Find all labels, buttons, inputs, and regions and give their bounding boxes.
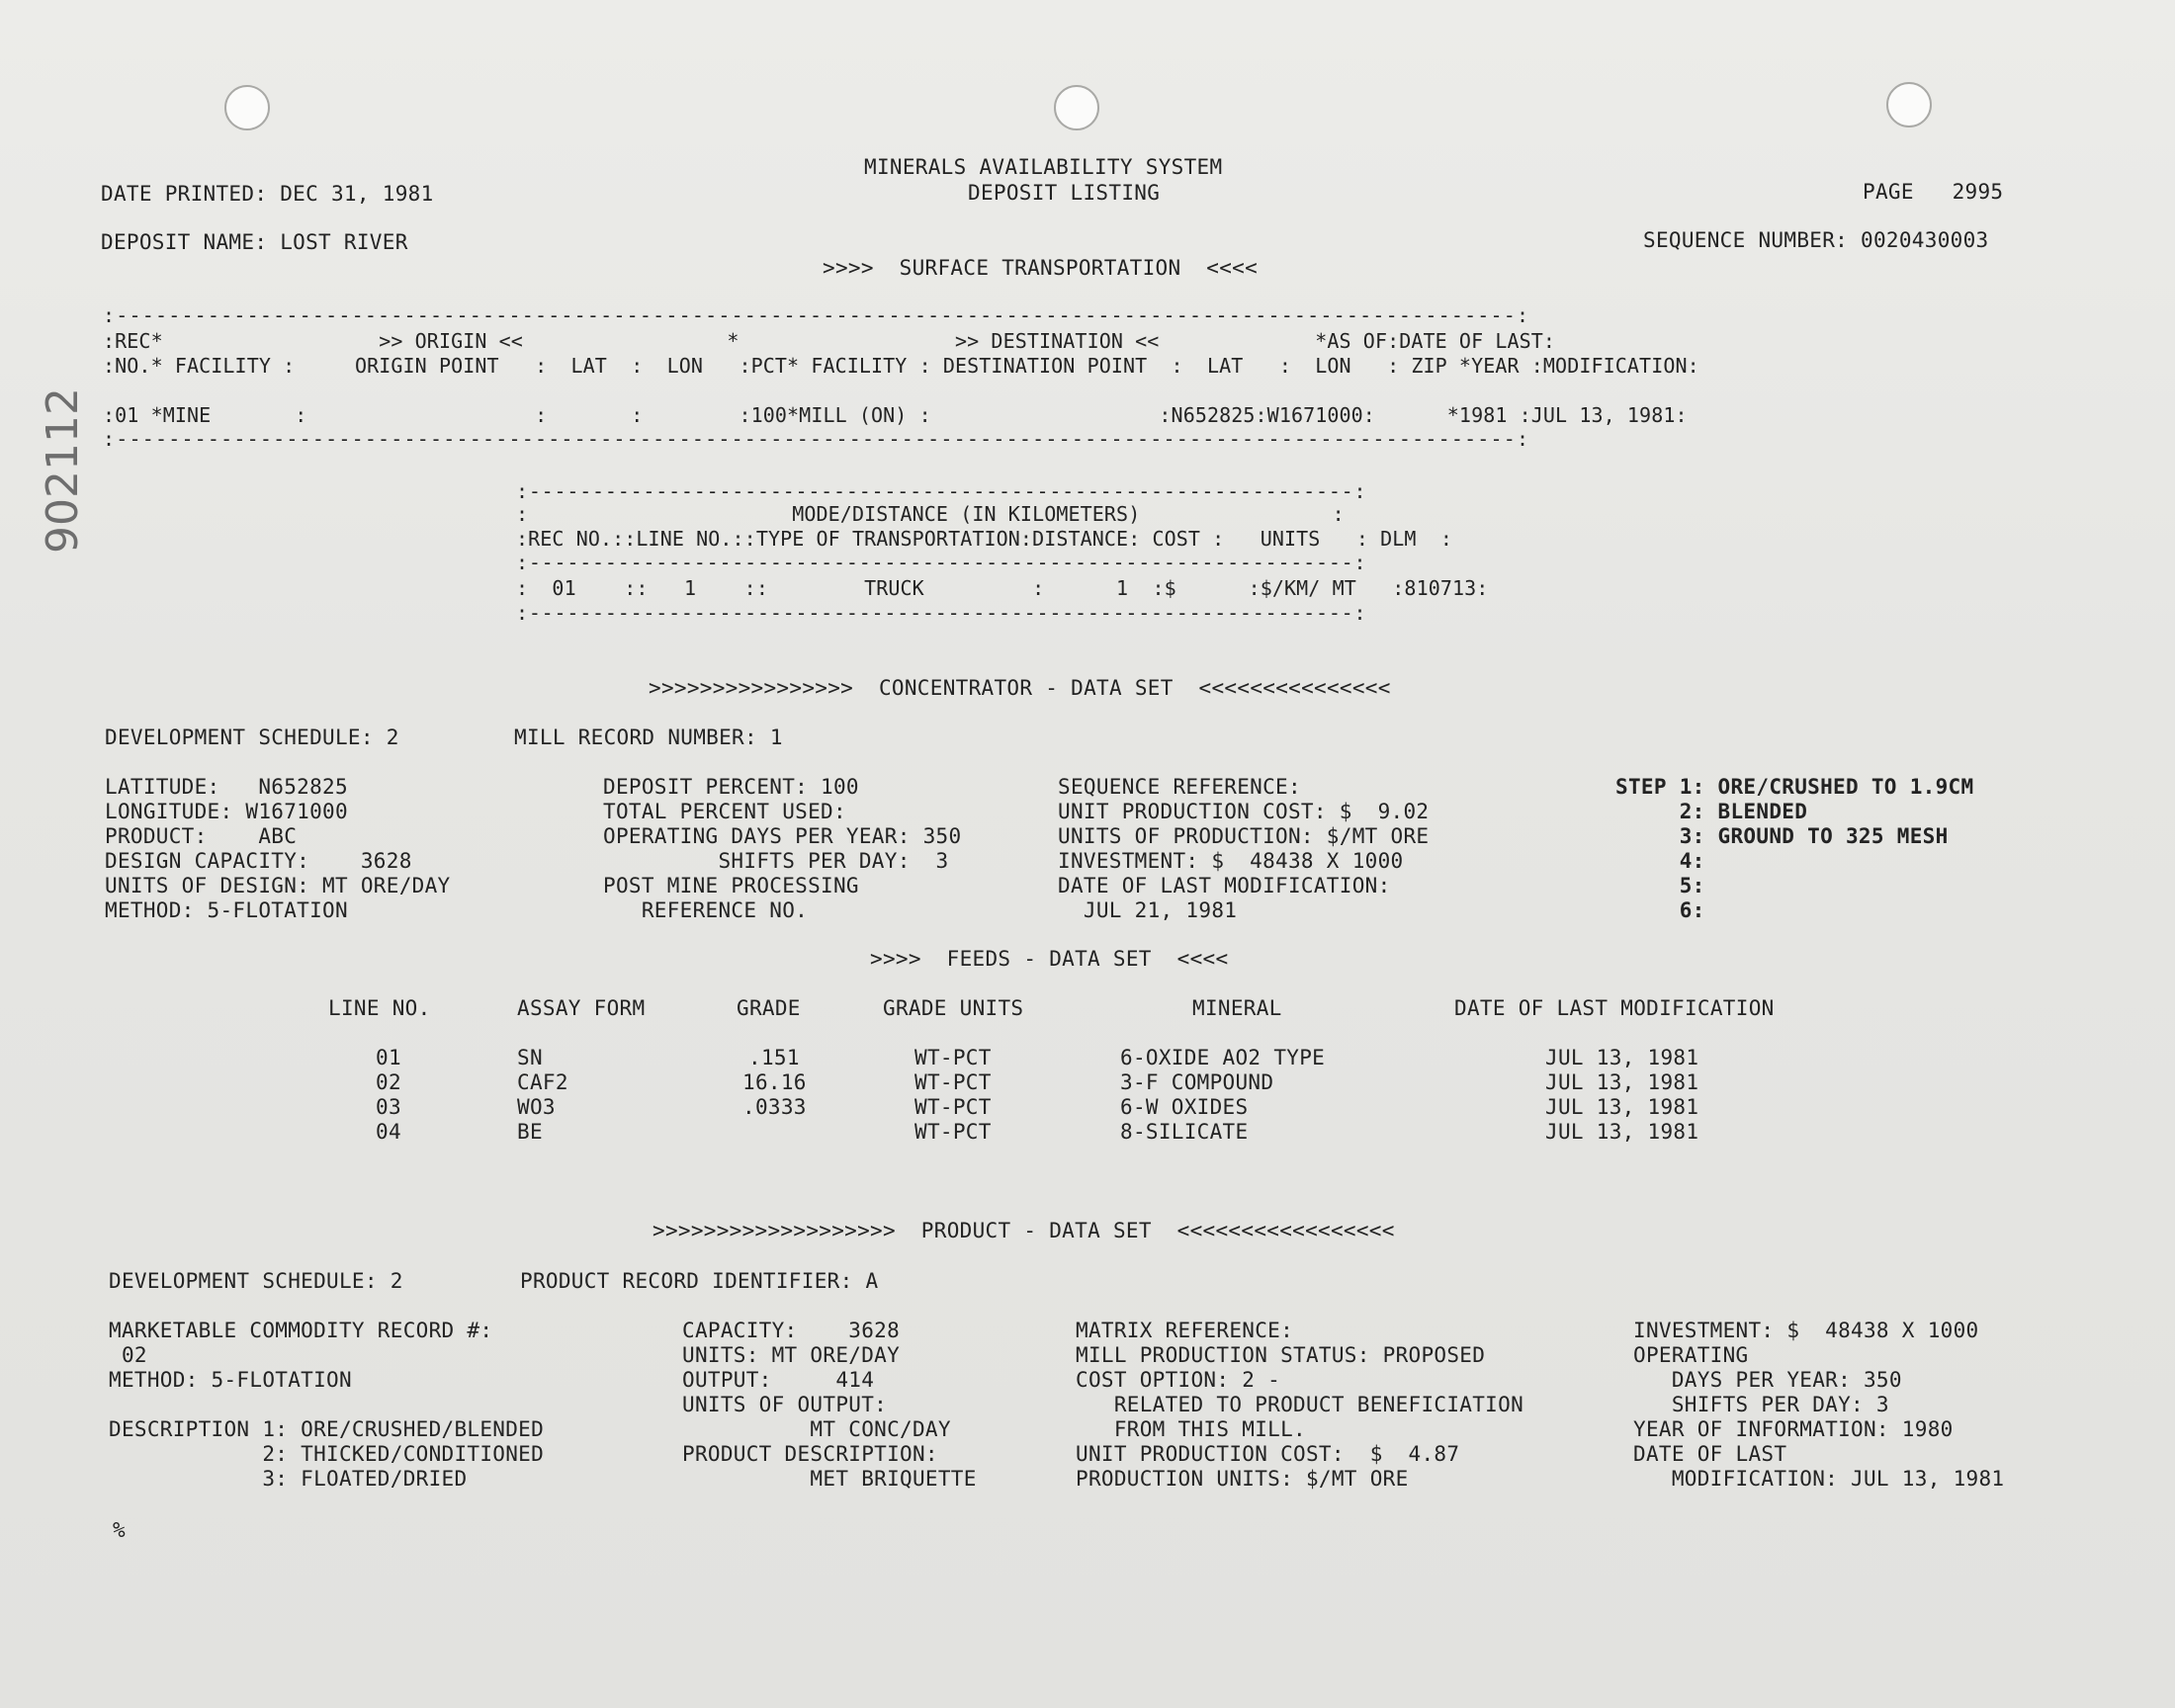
year-of-information: YEAR OF INFORMATION: 1980 bbox=[1633, 1417, 1954, 1441]
marketable-commodity-record: MARKETABLE COMMODITY RECORD #: bbox=[109, 1319, 493, 1342]
grade-units-cell: WT-PCT bbox=[914, 1070, 992, 1094]
punch-hole-left bbox=[224, 85, 270, 130]
section-title-product: >>>>>>>>>>>>>>>>>>> PRODUCT - DATA SET <<<<<<<<<<<<<<<<< bbox=[652, 1219, 1395, 1242]
design-capacity: DESIGN CAPACITY: 3628 bbox=[105, 849, 412, 873]
grade-cell: 16.16 bbox=[742, 1070, 807, 1094]
post-mine-processing: POST MINE PROCESSING bbox=[603, 874, 859, 897]
matrix-reference: MATRIX REFERENCE: bbox=[1076, 1319, 1294, 1342]
units-of-design: UNITS OF DESIGN: MT ORE/DAY bbox=[105, 874, 451, 897]
longitude: LONGITUDE: W1671000 bbox=[105, 800, 348, 823]
product-method: METHOD: 5-FLOTATION bbox=[109, 1368, 352, 1392]
margin-handwritten-number: 902112 bbox=[38, 387, 88, 554]
date-mod-cell: JUL 13, 1981 bbox=[1545, 1046, 1699, 1069]
deposit-percent: DEPOSIT PERCENT: 100 bbox=[603, 775, 859, 799]
step-1: STEP 1: ORE/CRUSHED TO 1.9CM bbox=[1615, 775, 1974, 799]
table-header-row-2: :NO.* FACILITY : ORIGIN POINT : LAT : LON :PCT* FACILITY : DESTINATION POINT : LAT : LON : ZIP *YEAR :MODIFICATION: bbox=[103, 354, 1699, 378]
table-row: :01 *MINE : : : :100*MILL (ON) : :N652825:W1671000: *1981 :JUL 13, 1981: bbox=[103, 403, 1688, 427]
cost-option-note-1: RELATED TO PRODUCT BENEFICIATION bbox=[1076, 1393, 1524, 1416]
product-modification-date: MODIFICATION: JUL 13, 1981 bbox=[1633, 1467, 2005, 1491]
step-2: 2: BLENDED bbox=[1615, 800, 1808, 823]
investment: INVESTMENT: $ 48438 X 1000 bbox=[1058, 849, 1404, 873]
latitude: LATITUDE: N652825 bbox=[105, 775, 348, 799]
date-mod-cell: JUL 13, 1981 bbox=[1545, 1120, 1699, 1144]
footer-percent-mark: % bbox=[113, 1518, 126, 1542]
section-title-surface-transportation: >>>> SURFACE TRANSPORTATION <<<< bbox=[823, 256, 1259, 280]
mode-table-header: :REC NO.::LINE NO.::TYPE OF TRANSPORTATION:DISTANCE: COST : UNITS : DLM : bbox=[516, 527, 1452, 551]
section-title-concentrator: >>>>>>>>>>>>>>>> CONCENTRATOR - DATA SET <<<<<<<<<<<<<<< bbox=[649, 676, 1391, 700]
modification-date: JUL 21, 1981 bbox=[1058, 898, 1238, 922]
development-schedule: DEVELOPMENT SCHEDULE: 2 bbox=[105, 726, 399, 749]
step-4: 4: bbox=[1615, 849, 1705, 873]
product-output: OUTPUT: 414 bbox=[682, 1368, 875, 1392]
reference-no: REFERENCE NO. bbox=[603, 898, 809, 922]
sequence-reference: SEQUENCE REFERENCE: bbox=[1058, 775, 1301, 799]
mill-production-status: MILL PRODUCTION STATUS: PROPOSED bbox=[1076, 1343, 1486, 1367]
product-description: PRODUCT DESCRIPTION: bbox=[682, 1442, 938, 1466]
mineral-cell: 6-W OXIDES bbox=[1120, 1095, 1249, 1119]
assay-form-cell: CAF2 bbox=[517, 1070, 568, 1094]
step-5: 5: bbox=[1615, 874, 1705, 897]
commodity-record-value: 02 bbox=[109, 1343, 147, 1367]
punch-hole-center bbox=[1054, 85, 1099, 130]
total-percent-used: TOTAL PERCENT USED: bbox=[603, 800, 846, 823]
section-title-feeds: >>>> FEEDS - DATA SET <<<< bbox=[870, 947, 1229, 971]
listing-title: DEPOSIT LISTING bbox=[968, 181, 1161, 205]
product-shifts-per-day: SHIFTS PER DAY: 3 bbox=[1633, 1393, 1889, 1416]
operating-days: OPERATING DAYS PER YEAR: 350 bbox=[603, 824, 962, 848]
page-number: PAGE 2995 bbox=[1863, 180, 2004, 204]
date-mod-cell: JUL 13, 1981 bbox=[1545, 1095, 1699, 1119]
production-units: PRODUCTION UNITS: $/MT ORE bbox=[1076, 1467, 1409, 1491]
table-border-top: :-----------------------------------------------------------------------------------------------------------: bbox=[103, 303, 1530, 327]
punch-hole-right bbox=[1886, 82, 1932, 128]
units-of-production: UNITS OF PRODUCTION: $/MT ORE bbox=[1058, 824, 1430, 848]
column-header-line-no: LINE NO. bbox=[328, 996, 431, 1020]
grade-units-cell: WT-PCT bbox=[914, 1095, 992, 1119]
line-no-cell: 04 bbox=[376, 1120, 401, 1144]
column-header-grade: GRADE bbox=[737, 996, 801, 1020]
mode-table-border: :-----------------------------------------------------------------: bbox=[516, 551, 1367, 574]
product-record-identifier: PRODUCT RECORD IDENTIFIER: A bbox=[520, 1269, 879, 1293]
description-1: DESCRIPTION 1: ORE/CRUSHED/BLENDED bbox=[109, 1417, 545, 1441]
grade-cell: .0333 bbox=[742, 1095, 807, 1119]
product-description-value: MET BRIQUETTE bbox=[682, 1467, 977, 1491]
description-3: 3: FLOATED/DRIED bbox=[109, 1467, 468, 1491]
mode-table-title: : MODE/DISTANCE (IN KILOMETERS) : bbox=[516, 502, 1345, 526]
date-of-last-modification: DATE OF LAST MODIFICATION: bbox=[1058, 874, 1391, 897]
product-capacity: CAPACITY: 3628 bbox=[682, 1319, 901, 1342]
column-header-grade-units: GRADE UNITS bbox=[883, 996, 1024, 1020]
grade-units-cell: WT-PCT bbox=[914, 1046, 992, 1069]
sequence-number: SEQUENCE NUMBER: 0020430003 bbox=[1643, 228, 1989, 252]
assay-form-cell: BE bbox=[517, 1120, 543, 1144]
date-of-last-label: DATE OF LAST bbox=[1633, 1442, 1787, 1466]
cost-option-note-2: FROM THIS MILL. bbox=[1076, 1417, 1306, 1441]
operating-label: OPERATING bbox=[1633, 1343, 1749, 1367]
product-unit-production-cost: UNIT PRODUCTION COST: $ 4.87 bbox=[1076, 1442, 1460, 1466]
line-no-cell: 03 bbox=[376, 1095, 401, 1119]
product-units: UNITS: MT ORE/DAY bbox=[682, 1343, 901, 1367]
mode-table-border: :-----------------------------------------------------------------: bbox=[516, 601, 1367, 625]
mode-table-border: :-----------------------------------------------------------------: bbox=[516, 479, 1367, 503]
product: PRODUCT: ABC bbox=[105, 824, 298, 848]
date-mod-cell: JUL 13, 1981 bbox=[1545, 1070, 1699, 1094]
date-printed: DATE PRINTED: DEC 31, 1981 bbox=[101, 182, 434, 206]
mill-record-number: MILL RECORD NUMBER: 1 bbox=[514, 726, 783, 749]
line-no-cell: 01 bbox=[376, 1046, 401, 1069]
shifts-per-day: SHIFTS PER DAY: 3 bbox=[603, 849, 949, 873]
step-6: 6: bbox=[1615, 898, 1705, 922]
table-row: : 01 :: 1 :: TRUCK : 1 :$ :$/KM/ MT :810713: bbox=[516, 576, 1489, 600]
description-2: 2: THICKED/CONDITIONED bbox=[109, 1442, 545, 1466]
mineral-cell: 3-F COMPOUND bbox=[1120, 1070, 1274, 1094]
product-development-schedule: DEVELOPMENT SCHEDULE: 2 bbox=[109, 1269, 403, 1293]
unit-production-cost: UNIT PRODUCTION COST: $ 9.02 bbox=[1058, 800, 1430, 823]
grade-cell: .151 bbox=[748, 1046, 800, 1069]
product-days-per-year: DAYS PER YEAR: 350 bbox=[1633, 1368, 1902, 1392]
column-header-mineral: MINERAL bbox=[1192, 996, 1282, 1020]
product-investment: INVESTMENT: $ 48438 X 1000 bbox=[1633, 1319, 1979, 1342]
step-3: 3: GROUND TO 325 MESH bbox=[1615, 824, 1949, 848]
units-of-output-value: MT CONC/DAY bbox=[682, 1417, 951, 1441]
assay-form-cell: SN bbox=[517, 1046, 543, 1069]
method: METHOD: 5-FLOTATION bbox=[105, 898, 348, 922]
units-of-output: UNITS OF OUTPUT: bbox=[682, 1393, 888, 1416]
assay-form-cell: WO3 bbox=[517, 1095, 556, 1119]
grade-units-cell: WT-PCT bbox=[914, 1120, 992, 1144]
table-border-bottom: :-----------------------------------------------------------------------------------------------------------: bbox=[103, 427, 1530, 451]
deposit-name: DEPOSIT NAME: LOST RIVER bbox=[101, 230, 408, 254]
cost-option: COST OPTION: 2 - bbox=[1076, 1368, 1281, 1392]
table-header-row-1: :REC* >> ORIGIN << * >> DESTINATION << *AS OF:DATE OF LAST: bbox=[103, 329, 1556, 353]
column-header-assay-form: ASSAY FORM bbox=[517, 996, 646, 1020]
line-no-cell: 02 bbox=[376, 1070, 401, 1094]
column-header-date-mod: DATE OF LAST MODIFICATION bbox=[1454, 996, 1775, 1020]
system-title: MINERALS AVAILABILITY SYSTEM bbox=[864, 155, 1223, 179]
mineral-cell: 8-SILICATE bbox=[1120, 1120, 1249, 1144]
mineral-cell: 6-OXIDE AO2 TYPE bbox=[1120, 1046, 1326, 1069]
